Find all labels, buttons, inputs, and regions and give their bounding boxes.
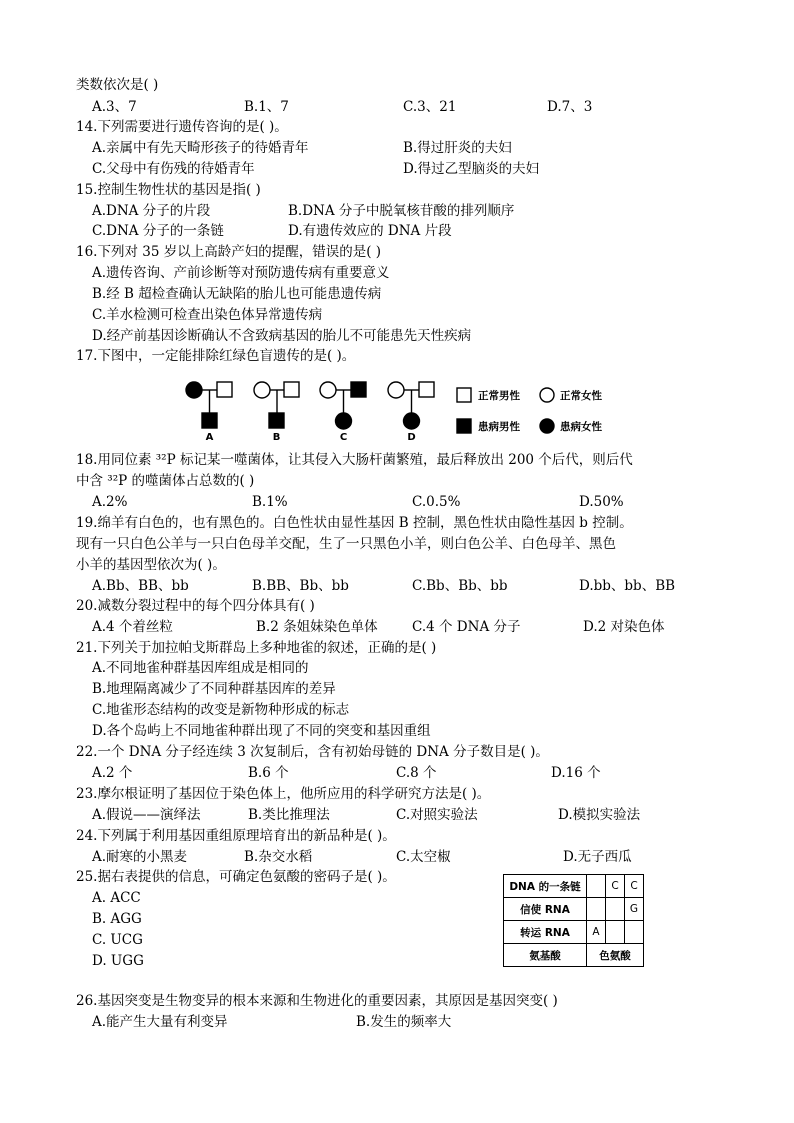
q22-option-b: B.6 个 bbox=[248, 765, 289, 781]
q14-option-a: A.亲属中有先天畸形孩子的待婚青年 bbox=[92, 140, 309, 156]
q24-option-c: C.太空椒 bbox=[396, 849, 451, 865]
row-label-amino-acid: 氨基酸 bbox=[504, 944, 587, 967]
cell-trna-1: A bbox=[587, 921, 606, 944]
pedigree-label-b: B bbox=[272, 432, 281, 443]
q20-stem: 20.减数分裂过程中的每个四分体具有( ) bbox=[76, 598, 315, 614]
q23-option-b: B.类比推理法 bbox=[248, 807, 330, 823]
q18-stem-line1: 18.用同位素 ³²P 标记某一噬菌体，让其侵入大肠杆菌繁殖，最后释放出 200 个后代，则后代 bbox=[76, 452, 633, 468]
cell-mrna-2 bbox=[606, 898, 625, 921]
q16-option-b: B.经 B 超检查确认无缺陷的胎儿也可能患遗传病 bbox=[92, 286, 382, 302]
q13-stem-tail: 类数依次是( ) bbox=[76, 77, 159, 93]
row-label-trna: 转运 RNA bbox=[504, 921, 587, 944]
q26-option-b: B.发生的频率大 bbox=[356, 1014, 452, 1030]
q21-option-b: B.地理隔离减少了不同种群基因库的差异 bbox=[92, 681, 336, 697]
q22-option-c: C.8 个 bbox=[396, 765, 437, 781]
q19-stem-line1: 19.绵羊有白色的，也有黑色的。白色性状由显性基因 B 控制，黑色性状由隐性基因 b 控制。 bbox=[76, 515, 633, 531]
q15-option-c: C.DNA 分子的一条链 bbox=[92, 223, 224, 239]
cell-dna-2: C bbox=[606, 875, 625, 898]
q15-option-a: A.DNA 分子的片段 bbox=[92, 203, 211, 219]
q20-option-d: D.2 对染色体 bbox=[583, 619, 665, 635]
pedigree-figure bbox=[180, 376, 620, 446]
q13-option-a: A.3、7 bbox=[92, 99, 137, 115]
q19-option-b: B.BB、Bb、bb bbox=[252, 578, 349, 594]
q22-option-a: A.2 个 bbox=[92, 765, 133, 781]
q23-option-d: D.模拟实验法 bbox=[558, 807, 641, 823]
q21-option-d: D.各个岛屿上不同地雀种群出现了不同的突变和基因重组 bbox=[92, 723, 431, 739]
q24-option-a: A.耐寒的小黑麦 bbox=[92, 849, 188, 865]
cell-mrna-1 bbox=[587, 898, 606, 921]
q19-stem-line3: 小羊的基因型依次为( )。 bbox=[76, 557, 226, 573]
q21-option-a: A.不同地雀种群基因库组成是相同的 bbox=[92, 660, 309, 676]
q15-stem: 15.控制生物性状的基因是指( ) bbox=[76, 182, 261, 198]
q19-stem-line2: 现有一只白色公羊与一只白色母羊交配，生了一只黑色小羊，则白色公羊、白色母羊、黑色 bbox=[76, 536, 616, 552]
pedigree-label-c: C bbox=[339, 432, 348, 443]
q13-option-b: B.1、7 bbox=[244, 99, 289, 115]
q24-stem: 24.下列属于利用基因重组原理培育出的新品种是( )。 bbox=[76, 828, 396, 844]
q18-option-d: D.50% bbox=[579, 494, 624, 510]
legend-normal-male: 正常男性 bbox=[478, 390, 520, 402]
q24-option-d: D.无子西瓜 bbox=[563, 849, 632, 865]
legend-affected-male: 患病男性 bbox=[478, 421, 520, 433]
row-label-dna: DNA 的一条链 bbox=[504, 875, 587, 898]
q18-option-b: B.1% bbox=[252, 494, 288, 510]
q21-option-c: C.地雀形态结构的改变是新物种形成的标志 bbox=[92, 702, 350, 718]
q14-option-b: B.得过肝炎的夫妇 bbox=[403, 140, 512, 156]
q14-stem: 14.下列需要进行遗传咨询的是( )。 bbox=[76, 119, 288, 135]
q20-option-b: B.2 条姐妹染色单体 bbox=[256, 619, 378, 635]
q23-option-c: C.对照实验法 bbox=[396, 807, 478, 823]
cell-amino-acid: 色氨酸 bbox=[587, 944, 644, 967]
pedigree-label-a: A bbox=[205, 432, 214, 443]
q25-option-d: D. UGG bbox=[92, 953, 144, 969]
q15-option-b: B.DNA 分子中脱氧核苷酸的排列顺序 bbox=[288, 203, 515, 219]
cell-trna-2 bbox=[606, 921, 625, 944]
codon-table bbox=[503, 874, 644, 967]
q19-option-c: C.Bb、Bb、bb bbox=[412, 578, 508, 594]
q14-option-d: D.得过乙型脑炎的夫妇 bbox=[403, 161, 540, 177]
q13-option-d: D.7、3 bbox=[547, 99, 593, 115]
cell-trna-3 bbox=[625, 921, 644, 944]
row-label-mrna: 信使 RNA bbox=[504, 898, 587, 921]
cell-dna-1 bbox=[587, 875, 606, 898]
q24-option-b: B.杂交水稻 bbox=[244, 849, 313, 865]
q13-option-c: C.3、21 bbox=[403, 99, 457, 115]
q18-stem-line2: 中含 ³²P 的噬菌体占总数的( ) bbox=[76, 473, 255, 489]
q23-stem: 23.摩尔根证明了基因位于染色体上，他所应用的科学研究方法是( )。 bbox=[76, 786, 491, 802]
q16-option-c: C.羊水检测可检查出染色体异常遗传病 bbox=[92, 307, 323, 323]
pedigree-label-d: D bbox=[407, 432, 416, 443]
q17-stem: 17.下图中，一定能排除红绿色盲遗传的是( )。 bbox=[76, 348, 356, 364]
q25-stem: 25.据右表提供的信息，可确定色氨酸的密码子是( )。 bbox=[76, 869, 396, 885]
q15-option-d: D.有遗传效应的 DNA 片段 bbox=[288, 223, 452, 239]
q20-option-a: A.4 个着丝粒 bbox=[92, 619, 173, 635]
q23-option-a: A.假说——演绎法 bbox=[92, 807, 201, 823]
legend-affected-female: 患病女性 bbox=[560, 421, 602, 433]
cell-mrna-3: G bbox=[625, 898, 644, 921]
q16-stem: 16.下列对 35 岁以上高龄产妇的提醒，错误的是( ) bbox=[76, 244, 382, 260]
q22-option-d: D.16 个 bbox=[551, 765, 601, 781]
q26-stem: 26.基因突变是生物变异的根本来源和生物进化的重要因素，其原因是基因突变( ) bbox=[76, 993, 558, 1009]
q16-option-d: D.经产前基因诊断确认不含致病基因的胎儿不可能患先天性疾病 bbox=[92, 328, 472, 344]
q18-option-a: A.2% bbox=[92, 494, 128, 510]
q21-stem: 21.下列关于加拉帕戈斯群岛上多种地雀的叙述，正确的是( ) bbox=[76, 640, 437, 656]
q26-option-a: A.能产生大量有利变异 bbox=[92, 1014, 228, 1030]
legend-normal-female: 正常女性 bbox=[560, 390, 602, 402]
q19-option-d: D.bb、bb、BB bbox=[579, 578, 676, 594]
q25-option-a: A. ACC bbox=[92, 890, 141, 906]
q22-stem: 22.一个 DNA 分子经连续 3 次复制后，含有初始母链的 DNA 分子数目是( )。 bbox=[76, 744, 549, 760]
q20-option-c: C.4 个 DNA 分子 bbox=[412, 619, 521, 635]
cell-dna-3: C bbox=[625, 875, 644, 898]
q19-option-a: A.Bb、BB、bb bbox=[92, 578, 189, 594]
q14-option-c: C.父母中有伤残的待婚青年 bbox=[92, 161, 255, 177]
q18-option-c: C.0.5% bbox=[412, 494, 461, 510]
q25-option-c: C. UCG bbox=[92, 932, 143, 948]
q25-option-b: B. AGG bbox=[92, 911, 142, 927]
q16-option-a: A.遗传咨询、产前诊断等对预防遗传病有重要意义 bbox=[92, 265, 390, 281]
